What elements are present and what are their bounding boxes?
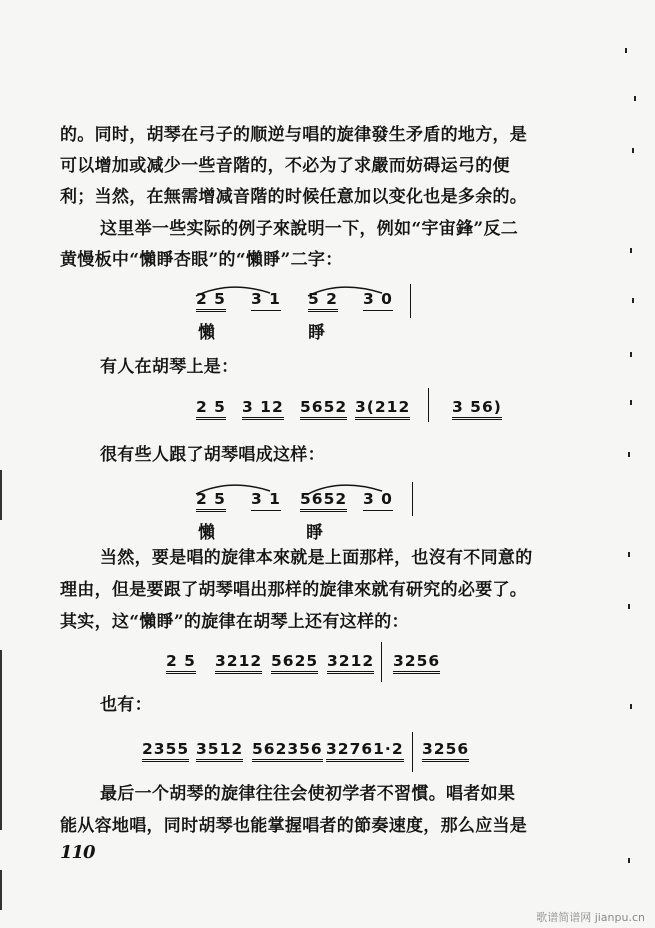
- margin-speck: [630, 400, 632, 405]
- text-line: 也有：: [100, 695, 152, 715]
- note-group: 3(212: [355, 398, 410, 420]
- margin-speck: [625, 48, 627, 53]
- note-group: 2 5: [196, 398, 226, 420]
- note-group: 5 2: [308, 290, 338, 312]
- lyric: 懶: [198, 323, 215, 343]
- text-line: 其实，这“懶睜”的旋律在胡琴上还有这样的：: [60, 612, 409, 632]
- bar-line: [412, 732, 413, 772]
- note-group: 3256: [422, 740, 469, 762]
- margin-speck: [632, 148, 634, 153]
- note-group: 3 56): [452, 398, 502, 420]
- notation-example-2: [190, 384, 510, 424]
- text-line: 的。同时，胡琴在弓子的顺逆与唱的旋律發生矛盾的地方，是: [60, 125, 528, 145]
- notation-example-4: [160, 640, 480, 684]
- bar-line: [381, 642, 382, 682]
- note-group: 3512: [196, 740, 243, 762]
- bar-line: [428, 388, 429, 422]
- notation-example-3: [190, 478, 430, 543]
- text-line: 能从容地唱，同时胡琴也能掌握唱者的節奏速度，那么应当是: [60, 816, 528, 836]
- lyric: 睜: [306, 523, 323, 543]
- margin-speck: [630, 704, 632, 709]
- note-group: 5652: [300, 490, 347, 512]
- scan-edge-mark: [0, 870, 2, 910]
- margin-speck: [634, 96, 636, 101]
- text-line: 理由，但是要跟了胡琴唱出那样的旋律來就有研究的必要了。: [60, 580, 528, 600]
- note-group: 2 5: [196, 290, 226, 312]
- scan-edge-mark: [0, 470, 2, 520]
- notation-example-5: [140, 730, 500, 774]
- text-line: 当然，要是唱的旋律本來就是上面那样，也沒有不同意的: [100, 548, 533, 568]
- text-line: 利；当然，在無需增减音階的时候任意加以变化也是多余的。: [60, 187, 528, 207]
- text-line: 最后一个胡琴的旋律往往会使初学者不習慣。唱者如果: [100, 784, 516, 804]
- note-group: 3 1: [251, 490, 281, 511]
- note-group: 2 5: [166, 652, 196, 674]
- bar-line: [410, 284, 411, 318]
- page-number: 110: [60, 842, 95, 863]
- text-line: 可以增加或减少一些音階的，不必为了求嚴而妨碍运弓的便: [60, 156, 510, 176]
- note-group: 5652: [300, 398, 347, 420]
- margin-speck: [628, 452, 630, 457]
- note-group: 5625: [271, 652, 318, 674]
- margin-speck: [630, 248, 632, 253]
- lyric: 懶: [198, 523, 215, 543]
- margin-speck: [632, 298, 634, 303]
- bar-line: [412, 482, 413, 516]
- watermark: 歌谱简谱网 jianpu.cn: [536, 911, 645, 924]
- note-group: 3 0: [363, 490, 393, 511]
- note-group: 2 5: [196, 490, 226, 512]
- note-group: 2355: [142, 740, 189, 762]
- text-line: 黄慢板中“懶睜杏眼”的“懶睜”二字：: [60, 250, 343, 270]
- note-group: 3 0: [363, 290, 393, 311]
- note-group: 3212: [215, 652, 262, 674]
- margin-speck: [628, 858, 630, 863]
- margin-speck: [628, 552, 630, 557]
- text-line: 有人在胡琴上是：: [100, 357, 239, 377]
- scan-edge-mark: [0, 650, 2, 830]
- notation-example-1: [190, 280, 430, 342]
- note-group: 32761·2: [326, 740, 404, 762]
- margin-speck: [630, 352, 632, 357]
- note-group: 3212: [327, 652, 374, 674]
- note-group: 3256: [393, 652, 440, 674]
- note-group: 562356: [252, 740, 323, 762]
- margin-speck: [628, 604, 630, 609]
- lyric: 睜: [308, 323, 325, 343]
- note-group: 3 1: [251, 290, 281, 311]
- text-line: 这里举一些实际的例子來說明一下，例如“宇宙鋒”反二: [100, 219, 519, 239]
- note-group: 3 12: [242, 398, 284, 420]
- text-line: 很有些人跟了胡琴唱成这样：: [100, 445, 325, 465]
